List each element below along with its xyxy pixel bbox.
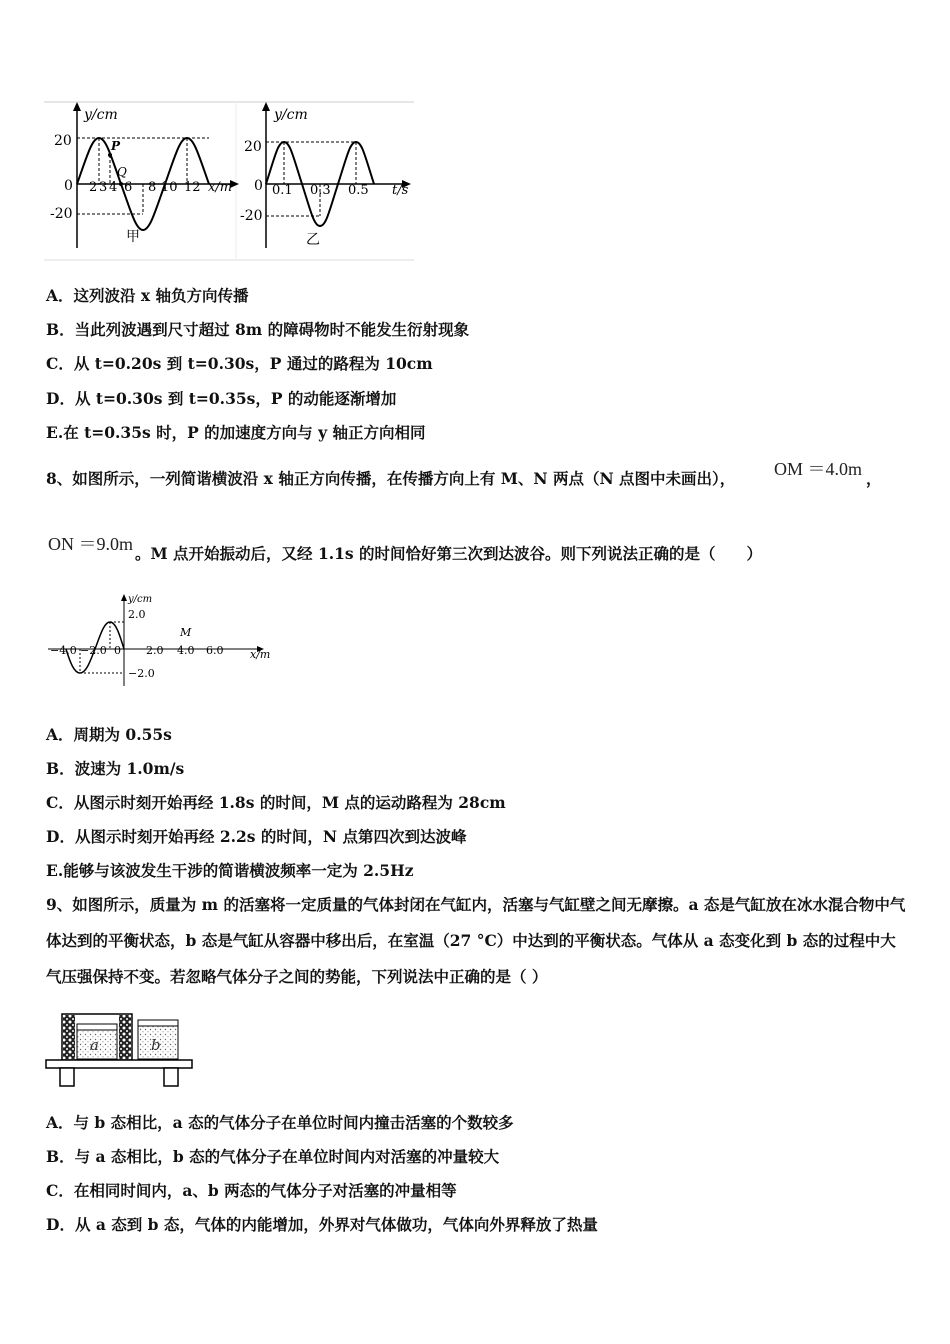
q8-om-value: OM ＝4.0m: [774, 459, 863, 479]
q8-y-pos: 2.0: [128, 608, 146, 621]
q8-xtick-4: 4.0: [177, 644, 195, 657]
graph-jia: [50, 102, 239, 248]
q8-y-neg: −2.0: [128, 667, 155, 680]
caption-jia: 甲: [126, 229, 140, 245]
yi-y-neg: -20: [240, 208, 263, 224]
jia-y-neg: -20: [50, 206, 73, 222]
q8-point-m: M: [180, 626, 192, 639]
jia-xtick-12: 12: [184, 180, 201, 195]
yi-y-pos: 20: [244, 139, 262, 155]
point-q-label: Q: [117, 165, 127, 179]
jia-xtick-4: 4: [109, 180, 118, 195]
q9-cylinder-figure: [44, 1008, 196, 1090]
q9-option-c: C．在相同时间内，a、b 两态的气体分子对活塞的冲量相等: [46, 1181, 457, 1200]
q8-option-c: C．从图示时刻开始再经 1.8s 的时间，M 点的运动路程为 28cm: [46, 793, 506, 812]
jia-xtick-2: 2: [89, 180, 98, 195]
jia-xlabel: x/m: [208, 180, 233, 195]
q8-option-d: D．从图示时刻开始再经 2.2s 的时间，N 点第四次到达波峰: [46, 827, 467, 846]
yi-ylabel: y/cm: [274, 107, 308, 123]
q9-option-b: B．与 a 态相比，b 态的气体分子在单位时间内对活塞的冲量较大: [46, 1147, 500, 1166]
yi-xtick-0.3: 0.3: [310, 183, 331, 198]
jia-xtick-6: 6: [124, 180, 133, 195]
q7-option-d: D．从 t=0.30s 到 t=0.35s，P 的动能逐渐增加: [46, 389, 397, 408]
q8-xtick-neg2: −2.0: [80, 644, 107, 657]
label-state-b: b: [151, 1036, 161, 1054]
caption-yi: 乙: [306, 232, 320, 248]
yi-xtick-0.1: 0.1: [272, 183, 293, 198]
jia-y-pos: 20: [54, 133, 72, 149]
jia-xtick-10: 10: [161, 180, 178, 195]
q8-comma: ，: [866, 469, 882, 488]
q9-stem: 9、如图所示，质量为 m 的活塞将一定质量的气体封闭在气缸内，活塞与气缸壁之间无摩擦。a 态是气缸放在冰水混合物中气体达到的平衡状态，b 态是气缸从容器中移出后，在室温（27 °C）中达到的平衡状态。气体从 a 态变化到 b 态的过程中大气压强保持不变。若忽略气体分子之间的势能，下列说法中正确的是（ ）: [46, 895, 906, 986]
q8-option-a: A．周期为 0.55s: [46, 725, 172, 744]
q7-option-e: E.在 t=0.35s 时，P 的加速度方向与 y 轴正方向相同: [46, 423, 426, 442]
yi-xlabel: t/s: [392, 183, 409, 198]
q8-option-e: E.能够与该波发生干涉的简谐横波频率一定为 2.5Hz: [46, 861, 414, 880]
q9-option-d: D．从 a 态到 b 态，气体的内能增加，外界对气体做功，气体向外界释放了热量: [46, 1215, 598, 1234]
q7-option-b: B．当此列波遇到尺寸超过 8m 的障碍物时不能发生衍射现象: [46, 320, 470, 339]
label-state-a: a: [90, 1036, 99, 1054]
point-p-label: P: [111, 139, 121, 153]
jia-y-zero: 0: [64, 178, 73, 194]
graph-yi: [240, 102, 411, 248]
q7-option-a: A．这列波沿 x 轴负方向传播: [46, 286, 249, 305]
q8-xtick-6: 6.0: [206, 644, 224, 657]
jia-ylabel: y/cm: [84, 107, 118, 123]
wave-figure-jia-yi: [44, 100, 416, 262]
yi-xtick-0.5: 0.5: [348, 183, 369, 198]
q8-stem-part1: 8、如图所示，一列简谐横波沿 x 轴正方向传播，在传播方向上有 M、N 两点（N 点图中未画出），: [46, 469, 736, 488]
q8-xtick-2: 2.0: [146, 644, 164, 657]
q8-wave-figure: [44, 592, 278, 688]
q8-xlabel: x/m: [250, 648, 271, 661]
q9-option-a: A．与 b 态相比，a 态的气体分子在单位时间内撞击活塞的个数较多: [46, 1113, 514, 1132]
yi-y-zero: 0: [254, 178, 263, 194]
jia-xtick-3: 3: [99, 180, 108, 195]
jia-xtick-8: 8: [148, 180, 157, 195]
q8-option-b: B．波速为 1.0m/s: [46, 759, 185, 778]
q8-xtick-0: 0: [114, 644, 121, 657]
q8-stem-part2: 。M 点开始振动后，又经 1.1s 的时间恰好第三次到达波谷。则下列说法正确的是（ ）: [135, 544, 763, 563]
q7-option-c: C．从 t=0.20s 到 t=0.30s，P 通过的路程为 10cm: [46, 354, 433, 373]
q8-ylabel: y/cm: [128, 594, 153, 605]
q8-on-value: ON ＝9.0m: [48, 534, 133, 554]
q8-xtick-neg4: −4.0: [50, 644, 77, 657]
